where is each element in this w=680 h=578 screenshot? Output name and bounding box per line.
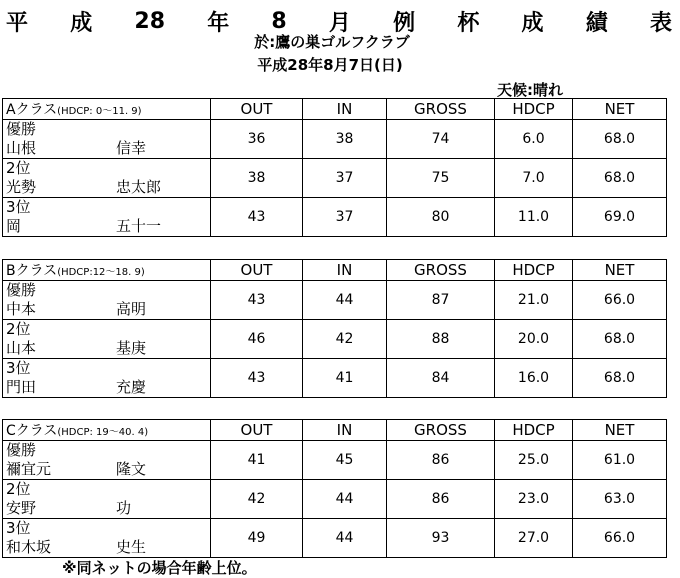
title-char: 例 [393, 10, 416, 36]
col-in: IN [303, 260, 387, 281]
net-score: 69.0 [573, 198, 667, 237]
col-out: OUT [211, 99, 303, 120]
title-char: 績 [585, 10, 608, 36]
gross-score: 75 [387, 159, 495, 198]
first-name: 功 [116, 499, 132, 517]
date-text: 平成28年8月7日(日) [257, 56, 403, 74]
net-score: 61.0 [573, 441, 667, 480]
player-cell [3, 198, 211, 237]
hdcp-value: 23.0 [495, 480, 573, 519]
in-score: 42 [303, 320, 387, 359]
last-name: 門田 [6, 378, 37, 396]
first-name: 信幸 [116, 139, 147, 157]
out-score: 38 [211, 159, 303, 198]
last-name: 山本 [6, 339, 37, 357]
hdcp-value: 21.0 [495, 281, 573, 320]
table-row [3, 198, 667, 237]
col-gross: GROSS [387, 260, 495, 281]
rank: 2位 [6, 159, 31, 177]
player-cell [3, 320, 211, 359]
out-score: 43 [211, 281, 303, 320]
out-score: 41 [211, 441, 303, 480]
table-row [3, 159, 667, 198]
table-header-row [3, 260, 667, 281]
class-name: Bクラス(HDCP:12～18. 9) [3, 260, 211, 281]
title-char: 成 [70, 10, 93, 36]
col-hdcp: HDCP [495, 420, 573, 441]
last-name: 岡 [6, 217, 22, 235]
first-name: 史生 [116, 538, 147, 556]
last-name: 山根 [6, 139, 37, 157]
class-c-table [2, 419, 667, 558]
net-score: 68.0 [573, 359, 667, 398]
gross-score: 86 [387, 480, 495, 519]
player-cell [3, 120, 211, 159]
first-name: 忠太郎 [116, 178, 162, 196]
net-score: 66.0 [573, 281, 667, 320]
net-score: 66.0 [573, 519, 667, 558]
hdcp-value: 27.0 [495, 519, 573, 558]
player-cell [3, 281, 211, 320]
rank: 2位 [6, 480, 31, 498]
out-score: 36 [211, 120, 303, 159]
hdcp-value: 20.0 [495, 320, 573, 359]
weather-text: 天候:晴れ [497, 81, 563, 99]
rank: 3位 [6, 198, 31, 216]
title-char: 年 [207, 10, 230, 36]
col-in: IN [303, 420, 387, 441]
first-name: 充慶 [116, 378, 147, 396]
rank: 優勝 [6, 441, 37, 459]
table-row [3, 441, 667, 480]
first-name: 隆文 [116, 460, 147, 478]
table-row [3, 320, 667, 359]
gross-score: 88 [387, 320, 495, 359]
in-score: 44 [303, 519, 387, 558]
player-cell [3, 359, 211, 398]
rank: 優勝 [6, 281, 37, 299]
in-score: 45 [303, 441, 387, 480]
in-score: 37 [303, 159, 387, 198]
in-score: 38 [303, 120, 387, 159]
last-name: 安野 [6, 499, 37, 517]
net-score: 68.0 [573, 320, 667, 359]
in-score: 41 [303, 359, 387, 398]
hdcp-value: 16.0 [495, 359, 573, 398]
class-a-table [2, 98, 667, 237]
footnote: ※同ネットの場合年齢上位。 [62, 559, 257, 577]
gross-score: 86 [387, 441, 495, 480]
rank: 3位 [6, 359, 31, 377]
rank: 3位 [6, 519, 31, 537]
col-net: NET [573, 99, 667, 120]
class-name: Aクラス(HDCP: 0～11. 9) [3, 99, 211, 120]
col-out: OUT [211, 260, 303, 281]
venue-text: 於:鷹の巣ゴルフクラブ [254, 33, 410, 51]
in-score: 44 [303, 480, 387, 519]
out-score: 49 [211, 519, 303, 558]
col-gross: GROSS [387, 420, 495, 441]
title-char: 8 [271, 8, 287, 34]
title-char: 成 [521, 10, 544, 36]
player-cell [3, 159, 211, 198]
table-row [3, 519, 667, 558]
out-score: 43 [211, 359, 303, 398]
in-score: 37 [303, 198, 387, 237]
last-name: 光勢 [6, 178, 37, 196]
class-b-table [2, 259, 667, 398]
col-net: NET [573, 260, 667, 281]
player-cell [3, 441, 211, 480]
rank: 2位 [6, 320, 31, 338]
hdcp-value: 25.0 [495, 441, 573, 480]
player-cell [3, 480, 211, 519]
hdcp-value: 7.0 [495, 159, 573, 198]
first-name: 高明 [116, 300, 147, 318]
title-char: 杯 [457, 10, 480, 36]
col-hdcp: HDCP [495, 260, 573, 281]
rank: 優勝 [6, 120, 37, 138]
first-name: 基庚 [116, 339, 147, 357]
net-score: 68.0 [573, 120, 667, 159]
col-gross: GROSS [387, 99, 495, 120]
table-row [3, 480, 667, 519]
table-row [3, 281, 667, 320]
gross-score: 87 [387, 281, 495, 320]
title-char: 平 [6, 10, 29, 36]
net-score: 63.0 [573, 480, 667, 519]
hdcp-value: 6.0 [495, 120, 573, 159]
title-char: 28 [134, 8, 166, 34]
col-hdcp: HDCP [495, 99, 573, 120]
table-row [3, 359, 667, 398]
col-out: OUT [211, 420, 303, 441]
col-in: IN [303, 99, 387, 120]
first-name: 五十一 [116, 217, 162, 235]
last-name: 和木坂 [6, 538, 52, 556]
out-score: 43 [211, 198, 303, 237]
class-name: Cクラス(HDCP: 19～40. 4) [3, 420, 211, 441]
title-char: 表 [649, 10, 672, 36]
hdcp-value: 11.0 [495, 198, 573, 237]
table-row [3, 120, 667, 159]
table-header-row [3, 420, 667, 441]
out-score: 46 [211, 320, 303, 359]
gross-score: 84 [387, 359, 495, 398]
table-header-row [3, 99, 667, 120]
gross-score: 74 [387, 120, 495, 159]
gross-score: 93 [387, 519, 495, 558]
last-name: 中本 [6, 300, 37, 318]
player-cell [3, 519, 211, 558]
gross-score: 80 [387, 198, 495, 237]
in-score: 44 [303, 281, 387, 320]
last-name: 禰宜元 [6, 460, 52, 478]
title-char: 月 [328, 10, 351, 36]
col-net: NET [573, 420, 667, 441]
out-score: 42 [211, 480, 303, 519]
net-score: 68.0 [573, 159, 667, 198]
